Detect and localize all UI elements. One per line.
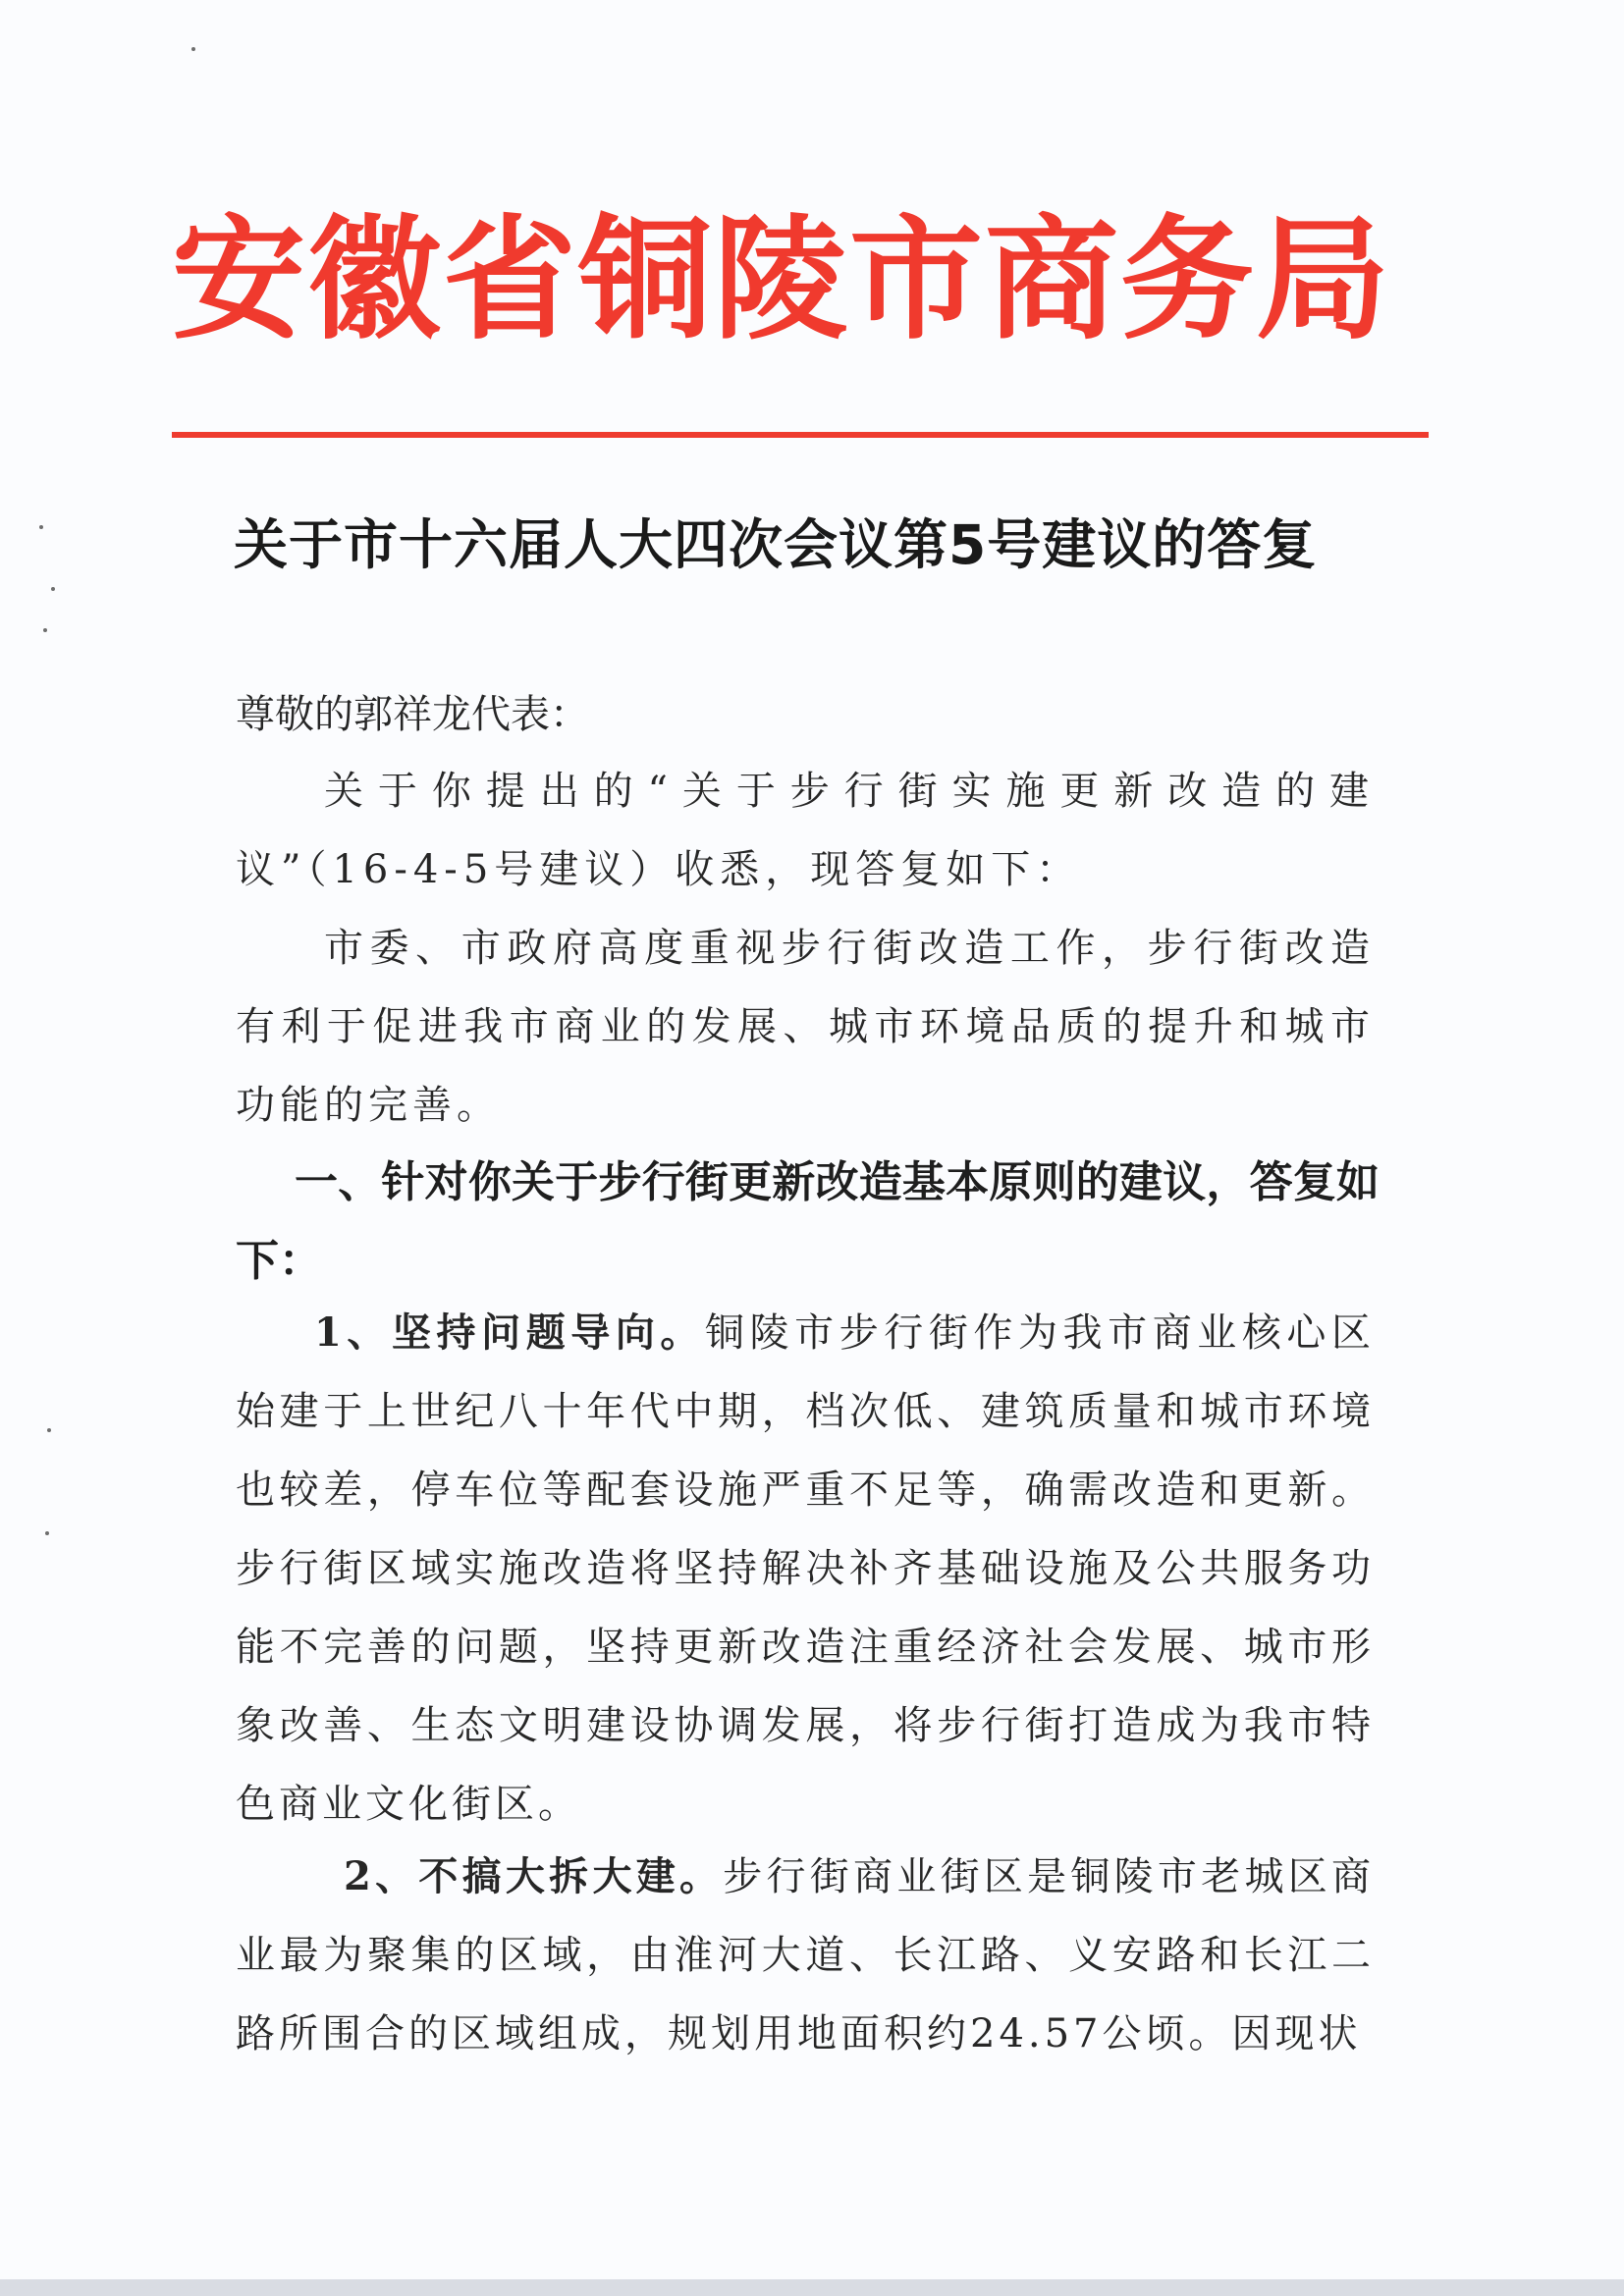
point-2-text: 步行街商业街区是铜陵市老城区商业最为聚集的区域，由淮河大道、长江路、义安路和长江二路所围合的区域组成，规划用地面积约24.57公顷。因现状 (236, 1854, 1375, 2056)
point-2-lead: 2、不搞大拆大建。 (344, 1853, 724, 1899)
paper-speck (43, 628, 47, 632)
salutation: 尊敬的郭祥龙代表： (236, 692, 589, 737)
section-heading-1: 一、针对你关于步行街更新改造基本原则的建议，答复如下： (236, 1157, 1380, 1286)
letterhead-red-rule (172, 432, 1429, 438)
scan-bottom-edge (0, 2279, 1624, 2296)
letterhead-org-name: 安徽省铜陵市商务局 (172, 201, 1391, 358)
point-1-text: 铜陵市步行街作为我市商业核心区始建于上世纪八十年代中期，档次低、建筑质量和城市环境也较差，停车位等配套设施严重不足等，确需改造和更新。步行街区域实施改造将坚持解决补齐基础设施及公共服务功能不完善的问题，坚持更新改造注重经济社会发展、城市形象改善、生态文明建设协调发展，将步行街打造成为我市特色商业文化街区。 (236, 1310, 1375, 1827)
paper-speck (51, 587, 55, 591)
point-1-lead: 1、坚持问题导向。 (314, 1309, 705, 1356)
document-title: 关于市十六届人大四次会议第5号建议的答复 (234, 513, 1318, 576)
paper-speck (45, 1531, 49, 1535)
paragraph-acknowledgement: 关于你提出的“关于步行街实施更新改造的建议”（16-4-5号建议）收悉，现答复如下： (236, 769, 1375, 892)
paper-speck (39, 525, 43, 529)
paper-speck (191, 47, 195, 51)
paper-speck (47, 1428, 51, 1432)
paragraph-overview: 市委、市政府高度重视步行街改造工作，步行街改造有利于促进我市商业的发展、城市环境品质的提升和城市功能的完善。 (236, 926, 1375, 1128)
point-1 (236, 1294, 1375, 1843)
point-2 (236, 1838, 1375, 2073)
